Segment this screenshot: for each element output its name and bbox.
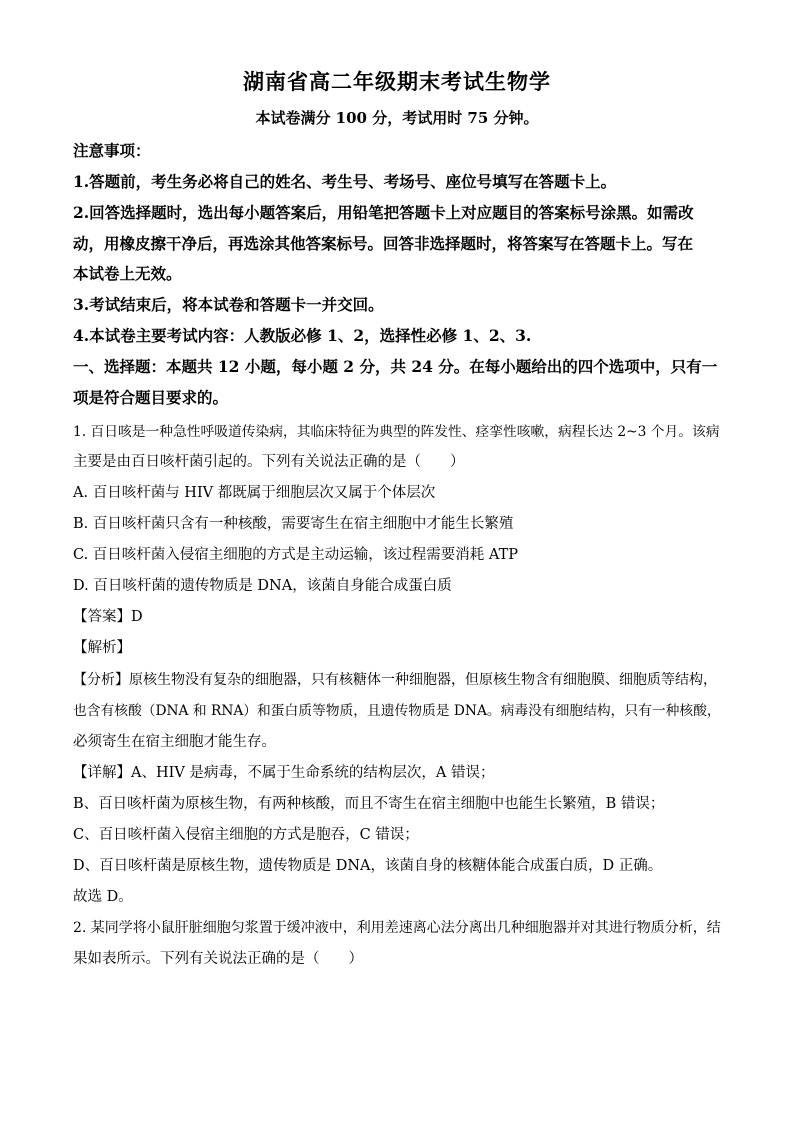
analysis-line: 【分析】原核生物没有复杂的细胞器，只有核糖体一种细胞器，但原核生物含有细胞膜、细胞质等结构，: [73, 672, 717, 688]
answer-label: 【答案】D: [73, 609, 143, 625]
notice-item: 1.答题前，考生务必将自己的姓名、考生号、考场号、座位号填写在答题卡上。: [73, 172, 617, 191]
analysis-line: 也含有核酸（DNA 和 RNA）和蛋白质等物质，且遗传物质是 DNA。病毒没有细胞结构，只有一种核酸，: [73, 703, 721, 719]
question-stem: 主要是由百日咳杆菌引起的。下列有关说法正确的是（ ）: [73, 454, 465, 470]
notice-item: 动，用橡皮擦干净后，再选涂其他答案标号。回答非选择题时，将答案写在答题卡上。写在: [73, 234, 694, 253]
question-stem: 1. 百日咳是一种急性呼吸道传染病，其临床特征为典型的阵发性、痉挛性咳嗽，病程长达 2~3 个月。该病: [73, 424, 720, 440]
detail-line: 故选 D。: [73, 889, 133, 905]
question-stem: 2. 某同学将小鼠肝脏细胞匀浆置于缓冲液中，利用差速离心法分离出几种细胞器并对其进行物质分析，结: [73, 920, 721, 936]
detail-line: 【详解】A、HIV 是病毒，不属于生命系统的结构层次，A 错误；: [73, 765, 495, 781]
notice-item: 2.回答选择题时，选出每小题答案后，用铅笔把答题卡上对应题目的答案标号涂黑。如需改: [73, 203, 694, 222]
notice-item: 4.本试卷主要考试内容：人教版必修 1、2，选择性必修 1、2、3.: [73, 326, 532, 345]
page-title: 湖南省高二年级期末考试生物学: [243, 69, 551, 94]
option-d: D. 百日咳杆菌的遗传物质是 DNA，该菌自身能合成蛋白质: [73, 578, 452, 594]
detail-line: C、百日咳杆菌入侵宿主细胞的方式是胞吞，C 错误；: [73, 827, 419, 843]
notice-item: 3.考试结束后，将本试卷和答题卡一并交回。: [73, 295, 384, 314]
option-b: B. 百日咳杆菌只含有一种核酸，需要寄生在宿主细胞中才能生长繁殖: [73, 516, 514, 532]
option-c: C. 百日咳杆菌入侵宿主细胞的方式是主动运输，该过程需要消耗 ATP: [73, 547, 519, 563]
notice-item: 本试卷上无效。: [73, 264, 182, 283]
section-heading: 一、选择题：本题共 12 小题，每小题 2 分，共 24 分。在每小题给出的四个选项中，只有一: [73, 357, 718, 376]
section-heading-cont: 项是符合题目要求的。: [73, 388, 229, 407]
notice-heading: 注意事项：: [73, 141, 151, 160]
question-stem: 果如表所示。下列有关说法正确的是（ ）: [73, 951, 363, 967]
detail-line: D、百日咳杆菌是原核生物，遗传物质是 DNA，该菌自身的核糖体能合成蛋白质，D 正确。: [73, 858, 663, 874]
detail-line: B、百日咳杆菌为原核生物，有两种核酸，而且不寄生在宿主细胞中也能生长繁殖，B 错误；: [73, 796, 665, 812]
option-a: A. 百日咳杆菌与 HIV 都既属于细胞层次又属于个体层次: [73, 485, 436, 501]
analysis-label: 【解析】: [73, 640, 131, 656]
analysis-line: 必须寄生在宿主细胞才能生存。: [73, 734, 276, 750]
exam-info: 本试卷满分 100 分，考试用时 75 分钟。: [255, 109, 539, 127]
